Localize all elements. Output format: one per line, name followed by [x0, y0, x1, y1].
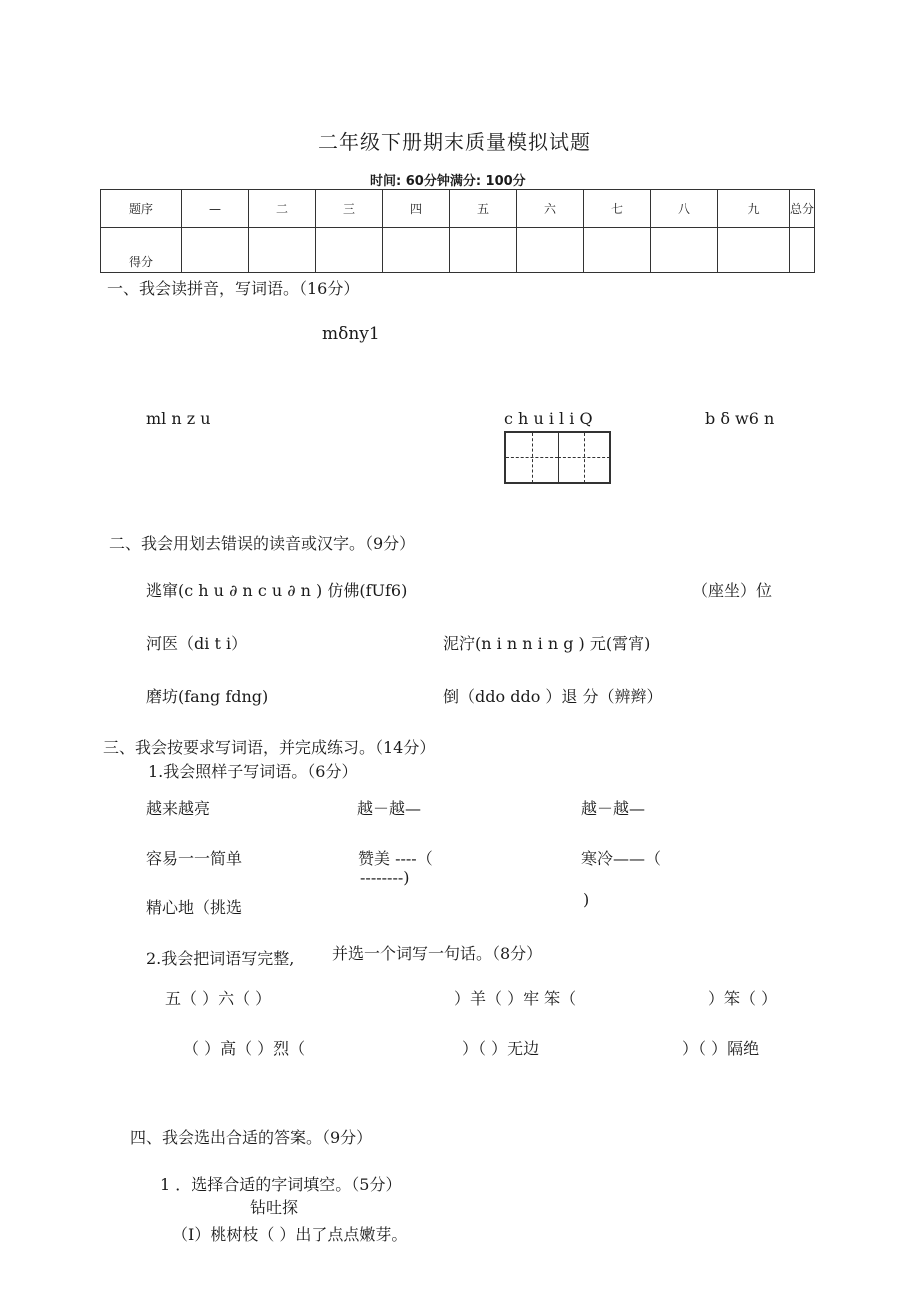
- score-label: 得分: [128, 255, 153, 269]
- pinyin-item: b δ w6 n: [705, 409, 775, 428]
- score-input-cell[interactable]: [790, 228, 815, 273]
- writing-grid[interactable]: [504, 431, 611, 484]
- section-4-heading: 四、我会选出合适的答案。（9分）: [130, 1128, 373, 1147]
- table-cell: 九: [718, 190, 790, 228]
- score-input-cell[interactable]: [383, 228, 450, 273]
- table-cell: 总分: [790, 190, 815, 228]
- score-table: [100, 189, 815, 273]
- pinyin-item: c h u i l i Q: [504, 409, 593, 428]
- score-input-cell[interactable]: [651, 228, 718, 273]
- table-cell: 七: [584, 190, 651, 228]
- writing-grid-cell[interactable]: [506, 433, 559, 483]
- pinyin-item: mδny1: [322, 324, 380, 344]
- question-line: 倒（ddo ddo ）退 分（辨辫）: [443, 687, 663, 706]
- answer-blank[interactable]: 越－越—: [581, 799, 646, 818]
- pinyin-item: ml n z u: [146, 409, 211, 428]
- score-input-cell[interactable]: [517, 228, 584, 273]
- question-line: 磨坊(fang fdng): [146, 687, 269, 706]
- table-cell: 三: [316, 190, 383, 228]
- fill-in-line[interactable]: ）羊（ ）牢 笨（: [454, 989, 577, 1008]
- example-word: 越来越亮: [146, 799, 211, 818]
- answer-blank[interactable]: ): [583, 890, 590, 909]
- word-options: 钻吐探: [250, 1198, 299, 1217]
- fill-in-line[interactable]: 五（ ）六（ ）: [165, 989, 272, 1008]
- question-line: 河医（di t i）: [146, 634, 248, 653]
- answer-blank[interactable]: 寒冷——（: [581, 849, 662, 868]
- sub-question-heading: 1.我会照样子写词语。（6分）: [148, 762, 358, 781]
- answer-blank[interactable]: 赞美 ----（: [358, 849, 433, 868]
- table-cell: 题序: [101, 190, 182, 228]
- question-line: 泥泞(n i n n i n g ) 元(霄宵): [443, 634, 651, 653]
- table-cell: 二: [249, 190, 316, 228]
- table-cell: 八: [651, 190, 718, 228]
- score-input-cell[interactable]: [450, 228, 517, 273]
- fill-in-line[interactable]: （ ）高（ ）烈（: [183, 1039, 306, 1058]
- score-input-cell[interactable]: [249, 228, 316, 273]
- fill-in-line[interactable]: ）笨（ ）: [708, 989, 778, 1008]
- grid-guide-line: [584, 433, 585, 483]
- fill-in-line[interactable]: ）（ ）无边: [462, 1039, 540, 1058]
- question-line: （座坐）位: [692, 581, 773, 600]
- answer-blank[interactable]: 越－越—: [357, 799, 422, 818]
- table-cell: [101, 228, 182, 273]
- page-title: 二年级下册期末质量模拟试题: [318, 130, 591, 154]
- example-word: 精心地（挑选: [146, 898, 243, 917]
- sub-question-heading: 1 ．选择合适的字词填空。（5分）: [160, 1175, 402, 1194]
- table-cell: 六: [517, 190, 584, 228]
- table-cell: 五: [450, 190, 517, 228]
- score-input-cell[interactable]: [584, 228, 651, 273]
- example-word: 容易一一简单: [146, 849, 243, 868]
- grid-guide-line: [532, 433, 533, 483]
- writing-grid-cell[interactable]: [558, 433, 610, 483]
- section-3-heading: 三、我会按要求写词语，并完成练习。（14分）: [103, 738, 436, 757]
- table-cell: 四: [383, 190, 450, 228]
- score-input-cell[interactable]: [182, 228, 249, 273]
- section-2-heading: 二、我会用划去错误的读音或汉字。（9分）: [109, 534, 416, 553]
- score-input-cell[interactable]: [718, 228, 790, 273]
- score-table-score-row: [101, 228, 815, 273]
- fill-in-line[interactable]: ）（ ）隔绝: [682, 1039, 760, 1058]
- answer-blank[interactable]: --------): [360, 868, 410, 887]
- question-line: 逃窜(c h u ∂ n c u ∂ n ) 仿佛(fUf6): [146, 581, 408, 600]
- exam-time-info: 时间: 60分钟满分: 100分: [370, 174, 526, 189]
- score-table-header-row: [101, 190, 815, 228]
- fill-in-line[interactable]: （I）桃树枝（ ）出了点点嫩芽。: [172, 1225, 408, 1244]
- sub-question-heading: 并选一个词写一句话。（8分）: [332, 944, 543, 963]
- table-cell: —: [182, 190, 249, 228]
- section-1-heading: 一、我会读拼音，写词语。（16分）: [107, 279, 360, 298]
- score-input-cell[interactable]: [316, 228, 383, 273]
- sub-question-heading: 2.我会把词语写完整,: [146, 949, 295, 968]
